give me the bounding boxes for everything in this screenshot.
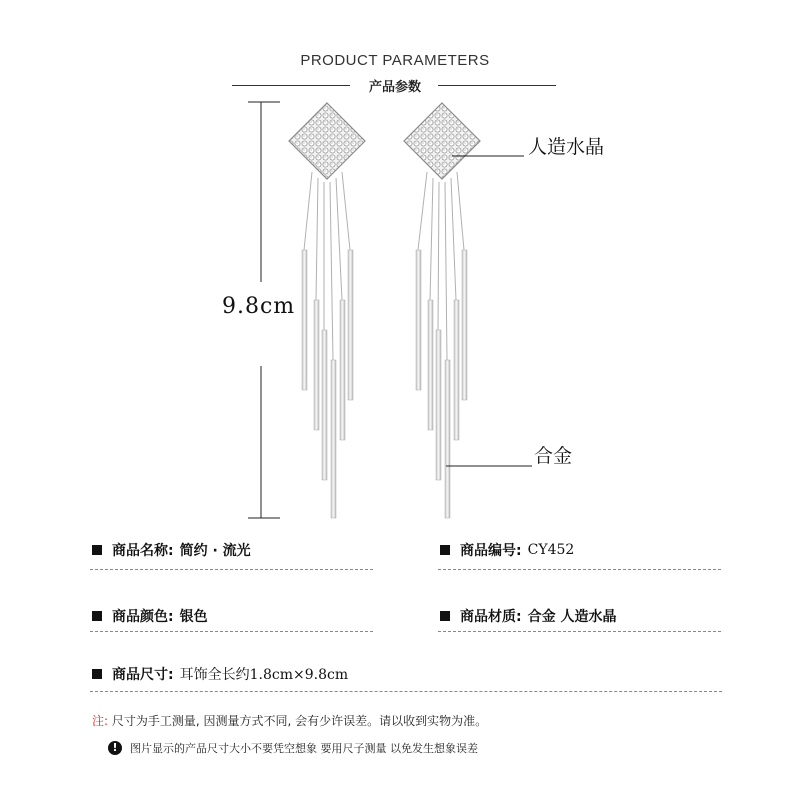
spec-color-value: 银色	[179, 609, 208, 625]
spec-size	[92, 664, 348, 684]
divider	[90, 691, 722, 692]
header-title-en: PRODUCT PARAMETERS	[300, 52, 490, 69]
divider	[438, 569, 721, 570]
bullet-square-icon	[92, 669, 102, 679]
bullet-square-icon	[92, 611, 102, 621]
spec-size-label: 商品尺寸:	[112, 667, 174, 683]
alloy-callout: 合金	[534, 445, 573, 467]
spec-code	[440, 540, 574, 560]
spec-code-label: 商品编号:	[460, 543, 522, 559]
spec-code-value: CY452	[527, 542, 575, 558]
note-text: 尺寸为手工测量, 因测量方式不同, 会有少许误差。请以收到实物为准。	[111, 714, 488, 728]
divider	[90, 569, 373, 570]
measurement-note	[92, 712, 487, 729]
spec-name-value: 简约 · 流光	[179, 543, 251, 559]
warning-icon: !	[108, 741, 122, 755]
spec-color-label: 商品颜色:	[112, 609, 174, 625]
dimension-label: 9.8cm	[222, 294, 296, 319]
right-earring	[404, 103, 480, 518]
spec-color	[92, 606, 208, 626]
left-earring	[289, 103, 365, 518]
divider	[90, 631, 373, 632]
bullet-square-icon	[440, 611, 450, 621]
spec-name	[92, 540, 251, 560]
warning-note	[108, 740, 478, 756]
divider	[438, 631, 721, 632]
spec-name-label: 商品名称:	[112, 543, 174, 559]
warning-text: 图片显示的产品尺寸大小不要凭空想象 要用尺子测量 以免发生想象误差	[130, 742, 478, 755]
spec-material	[440, 606, 616, 626]
crystal-callout: 人造水晶	[528, 136, 605, 158]
spec-material-label: 商品材质:	[460, 609, 522, 625]
spec-size-value: 耳饰全长约1.8cm×9.8cm	[179, 667, 349, 683]
header-title-cn: 产品参数	[368, 80, 421, 95]
note-mark: 注:	[92, 714, 109, 728]
spec-material-value: 合金 人造水晶	[527, 609, 617, 625]
bullet-square-icon	[92, 545, 102, 555]
bullet-square-icon	[440, 545, 450, 555]
